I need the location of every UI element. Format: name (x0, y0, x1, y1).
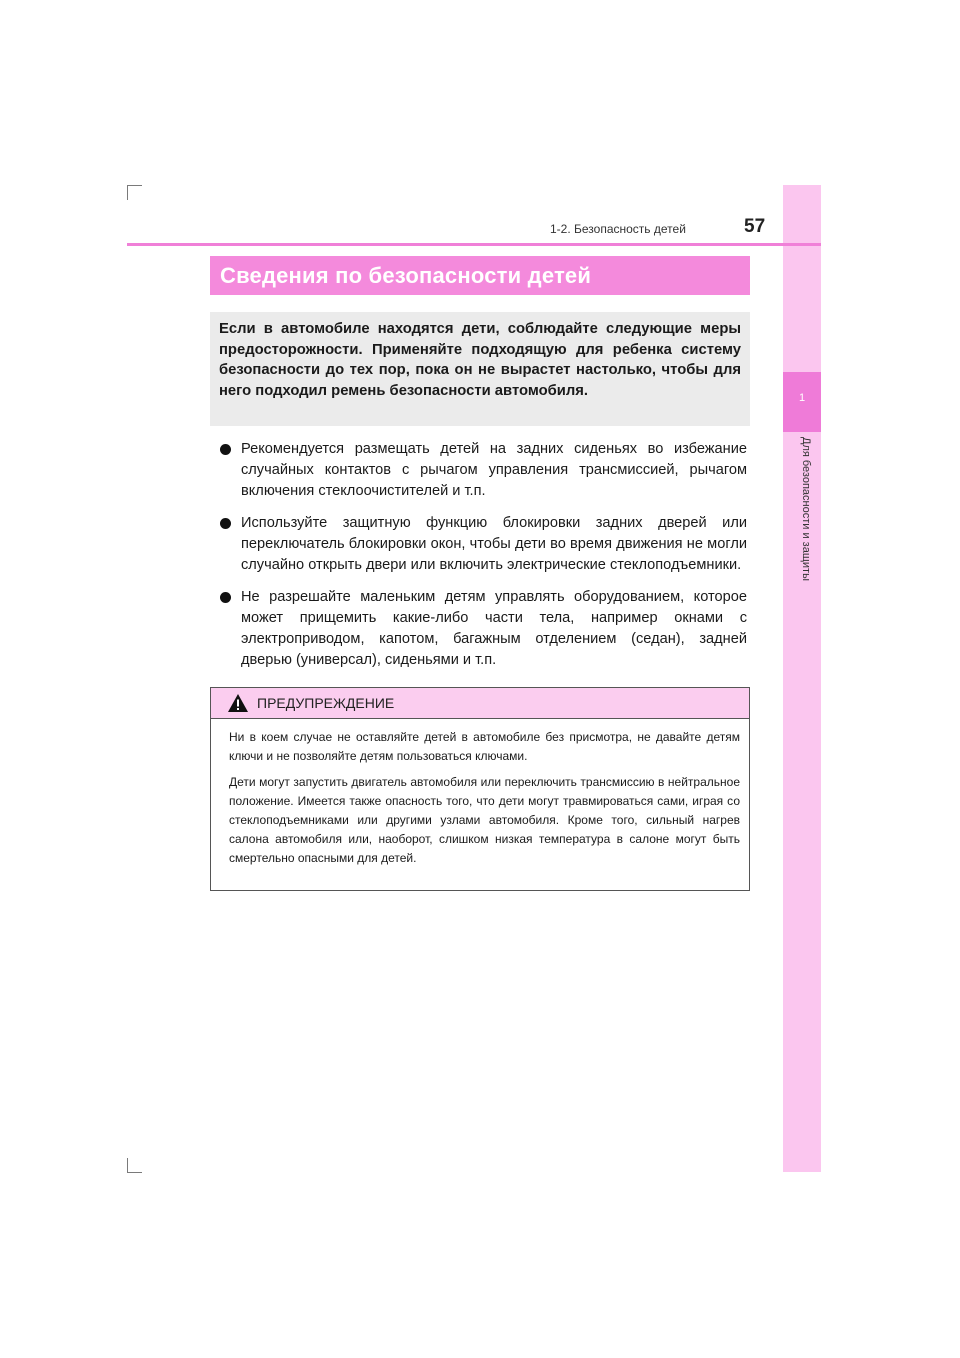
page-number: 57 (744, 216, 766, 237)
warning-triangle-icon (227, 693, 249, 718)
intro-box (210, 312, 750, 426)
list-item (217, 439, 747, 502)
bullet-icon (220, 592, 231, 603)
warning-box (210, 687, 750, 891)
list-item (217, 513, 747, 576)
list-item-text: Используйте защитную функцию блокировки задних дверей или переключатель блокировки окон, чтобы дети во время движения не могли случайно открыть двери или включить электрические стеклоподъемники. (241, 515, 747, 573)
warning-paragraph: Дети могут запустить двигатель автомобиля или переключить трансмиссию в нейтральное положение. Имеется также опасность того, что дети могут травмироваться сами, играя со стеклоподъемниками или другими узлами автомобиля. Кроме того, сильный нагрев салона автомобиля или, наоборот, слишком низкая температура в салоне могут быть смертельно опасными для детей. (229, 775, 740, 865)
chapter-number: 1 (798, 392, 806, 404)
chapter-label: Для безопасности и защиты (800, 437, 812, 581)
warning-body (229, 728, 740, 875)
bullet-icon (220, 444, 231, 455)
list-item (217, 587, 747, 671)
warning-title: ПРЕДУПРЕЖДЕНИЕ (257, 695, 395, 711)
chapter-side-tab (783, 185, 821, 1172)
list-item-text: Рекомендуется размещать детей на задних сиденьях во избежание случайных контактов с рычагом управления трансмиссией, рычагом включения стеклоочистителей и т.п. (241, 441, 747, 499)
intro-text: Если в автомобиле находятся дети, соблюдайте следующие меры предосторожности. Применяйте подходящую для ребенка систему безопасности до тех пор, пока он не вырастет настолько, чтобы для него подходил ремень безопасности автомобиля. (219, 321, 741, 399)
crop-mark-top-left-vertical (127, 185, 128, 200)
page-title: Сведения по безопасности детей (220, 263, 592, 288)
section-title: 1-2. Безопасность детей (550, 222, 686, 236)
page-title-bar (210, 256, 750, 295)
warning-header (211, 688, 749, 719)
crop-mark-top-left-horizontal (127, 185, 142, 186)
list-item-text: Не разрешайте маленьким детям управлять оборудованием, которое может прищемить какие-либо части тела, например окнами с электроприводом, капотом, багажным отделением (седан), задней дверью (универсал), сиденьями и т.п. (241, 589, 747, 668)
bullet-icon (220, 518, 231, 529)
crop-mark-bottom-left-horizontal (127, 1172, 142, 1173)
crop-mark-bottom-left-vertical (127, 1158, 128, 1173)
warning-paragraph: Ни в коем случае не оставляйте детей в автомобиле без присмотра, не давайте детям ключи и не позволяйте детям пользоваться ключами. (229, 730, 740, 763)
safety-bullet-list (217, 439, 747, 682)
header-rule (127, 243, 821, 246)
